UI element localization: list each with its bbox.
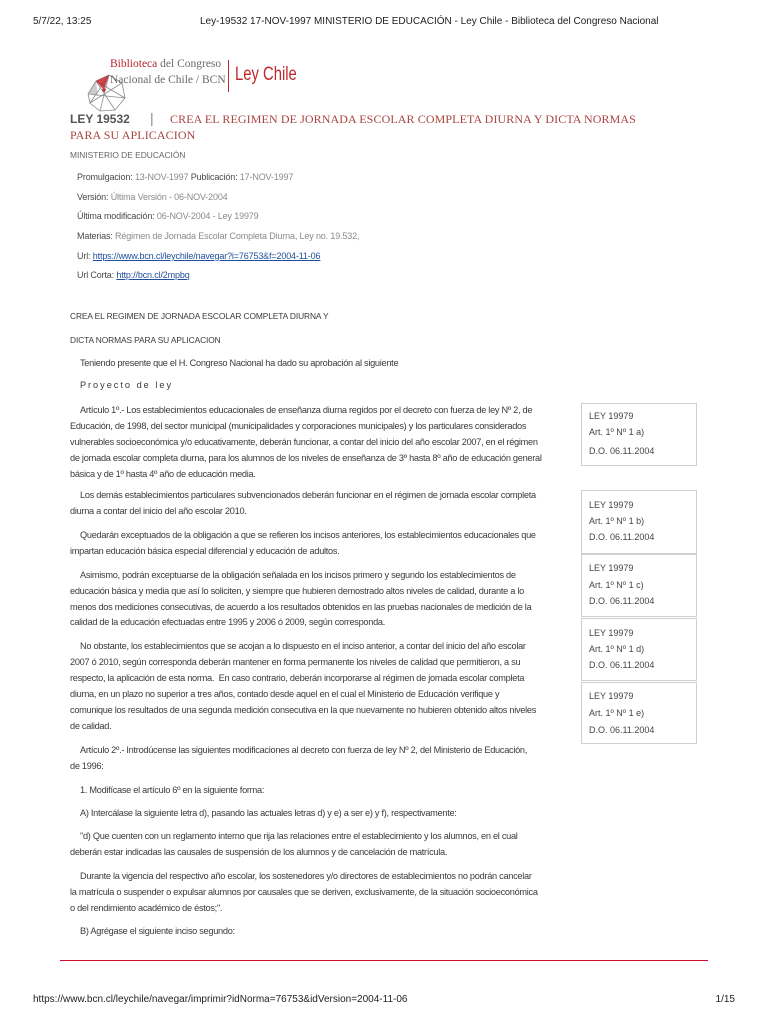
article-1-line: Artículo 1º.- Los establecimientos educacionales de enseñanza diurna regidos por el decreto con fuerza de ley Nº 2, de (80, 405, 533, 415)
title-separator: | (150, 110, 154, 126)
modification-note (581, 403, 697, 466)
paragraph-line: Los demás establecimientos particulares subvencionados deberán funcionar en el régimen de jornada escolar completa (80, 490, 536, 500)
paragraph-line: educación básica y media que así lo soliciten, y siempre que hubieren demostrado altos niveles de calidad, durante a lo (70, 586, 524, 596)
paragraph-line: 2007 ó 2010, según corresponda deberán mantener en forma permanente los niveles de calidad que permitieron, a su (70, 657, 521, 667)
quoted-paragraph-line: deberán estar indicadas las causales de suspensión de los alumnos y de cancelación de matrícula. (70, 847, 448, 857)
article-1-line: básica y de 1º hasta 4º año de educación media. (70, 469, 256, 479)
article-1-line: de jornada escolar completa diurna, para los alumnos de los niveles de enseñanza de 3º hasta 8º año de educación general (70, 453, 542, 463)
paragraph-line: de calidad. (70, 721, 112, 731)
promulgacion-value: 13-NOV-1997 (134, 172, 189, 182)
article-1-line: Educación, de 1998, del sector municipal (municipalidades y corporaciones municipales) y los particulares considerados (70, 421, 527, 431)
paragraph-line: respecto, la aplicación de esta norma. En caso contrario, deberán incorporarse al régimen de jornada escolar completa (70, 673, 525, 683)
modificacion-label: Última modificación: (77, 211, 155, 221)
url-corta-label: Url Corta: (77, 270, 115, 280)
bcn-logo-icon (66, 52, 110, 98)
print-page-title: Ley-19532 17-NOV-1997 MINISTERIO DE EDUCACIÓN - Ley Chile - Biblioteca del Congreso Nacional (200, 16, 659, 27)
law-number: LEY 19532 (70, 112, 130, 126)
url-link[interactable]: https://www.bcn.cl/leychile/navegar?i=76753&f=2004-11-06 (92, 251, 321, 261)
meta-dates-row (77, 170, 293, 184)
promulgacion-label: Promulgacion: (77, 172, 133, 182)
version-label: Versión: (77, 192, 109, 202)
modificacion-value: 06-NOV-2004 - Ley 19979 (156, 211, 259, 221)
note-date: D.O. 06.11.2004 (589, 660, 655, 670)
modification-note (581, 682, 697, 744)
paragraph-line: Asimismo, podrán exceptuarse de la obligación señalada en los incisos primero y segundo los establecimientos de (80, 570, 516, 580)
logo-divider (228, 60, 229, 92)
body-heading-line: CREA EL REGIMEN DE JORNADA ESCOLAR COMPLETA DIURNA Y (70, 311, 329, 321)
lettered-item-line: A) Intercálase la siguiente letra d), pasando las actuales letras d) y e) a ser e) y f), respectivamente: (80, 808, 457, 818)
meta-modificacion-row (77, 209, 259, 223)
note-article: Art. 1º Nº 1 a) (589, 427, 645, 437)
ley-chile-text: Ley Chile (235, 64, 297, 85)
quoted-paragraph-line: o del rendimiento académico de éstos;". (70, 903, 223, 913)
modification-note (581, 490, 697, 554)
modification-note (581, 554, 697, 617)
note-date: D.O. 06.11.2004 (589, 596, 655, 606)
note-law: LEY 19979 (589, 563, 634, 573)
version-value: Última Versión - 06-NOV-2004 (110, 192, 228, 202)
law-title-line-2: PARA SU APLICACION (70, 128, 196, 142)
note-article: Art. 1º Nº 1 e) (589, 708, 645, 718)
logo-congreso-text: del Congreso (157, 58, 222, 70)
quoted-paragraph-line: la matrícula o suspender o expulsar alumnos por causales que se deriven, exclusivamente, de la situación socioeconómica (70, 887, 538, 897)
quoted-paragraph-line: Durante la vigencia del respectivo año escolar, los sostenedores y/o directores de establecimientos no podrán cancelar (80, 871, 532, 881)
meta-url-row (77, 249, 320, 263)
numbered-item-line: 1. Modifícase el artículo 6º en la siguiente forma: (80, 785, 265, 795)
paragraph-line: Quedarán exceptuados de la obligación a que se refieren los incisos anteriores, los establecimientos educacionales que (80, 530, 536, 540)
paragraph-line: calidad de la educación efectuadas entre 1995 y 2006 ó 2009, según corresponda. (70, 617, 386, 627)
quoted-paragraph-line: "d) Que cuenten con un reglamento interno que rija las relaciones entre el establecimiento y los alumnos, en el cual (80, 831, 518, 841)
paragraph-line: menos dos mediciones consecutivas, de acuerdo a los resultados obtenidos en las pruebas nacionales de medición de la (70, 602, 532, 612)
note-law: LEY 19979 (589, 691, 634, 701)
law-title-line-1: CREA EL REGIMEN DE JORNADA ESCOLAR COMPLETA DIURNA Y DICTA NORMAS (170, 112, 636, 126)
note-date: D.O. 06.11.2004 (589, 446, 655, 456)
page-bottom-rule (60, 960, 708, 961)
ministry-name: MINISTERIO DE EDUCACIÓN (70, 150, 186, 160)
url-corta-link[interactable]: http://bcn.cl/2mpbq (116, 270, 190, 280)
note-article: Art. 1º Nº 1 c) (589, 580, 644, 590)
paragraph-line: diurna a contar del inicio del año escolar 2010. (70, 506, 247, 516)
note-article: Art. 1º Nº 1 d) (589, 644, 645, 654)
logo-biblioteca-text: Biblioteca (110, 58, 158, 70)
ley-chile-wordmark (235, 64, 314, 86)
article-2-line: de 1996: (70, 761, 104, 771)
publicacion-label: Publicación: (190, 172, 238, 182)
print-page-number: 1/15 (715, 994, 735, 1005)
note-law: LEY 19979 (589, 411, 634, 421)
note-law: LEY 19979 (589, 628, 634, 638)
note-date: D.O. 06.11.2004 (589, 725, 655, 735)
paragraph-line: diurna, en un plazo no superior a tres años, contado desde aquel en el cual el Ministerio de Educación verifique y (70, 689, 500, 699)
publicacion-value: 17-NOV-1997 (239, 172, 294, 182)
proyecto-de-ley-line: P r o y e c t o d e l e y (80, 380, 171, 390)
body-heading-line: DICTA NORMAS PARA SU APLICACION (70, 335, 221, 345)
materias-value: Régimen de Jornada Escolar Completa Diurna, Ley no. 19.532, (115, 231, 360, 241)
note-date: D.O. 06.11.2004 (589, 532, 655, 542)
lettered-item-line: B) Agrégase el siguiente inciso segundo: (80, 926, 235, 936)
preamble-line: Teniendo presente que el H. Congreso Nacional ha dado su aprobación al siguiente (80, 358, 399, 368)
print-datetime: 5/7/22, 13:25 (33, 16, 92, 27)
meta-materias-row (77, 229, 359, 243)
meta-url-corta-row (77, 268, 190, 282)
materias-label: Materias: (77, 231, 113, 241)
modification-note (581, 618, 697, 681)
bcn-logo-link[interactable] (64, 52, 304, 98)
url-label: Url: (77, 251, 91, 261)
paragraph-line: comunique los resultados de una segunda medición consecutiva en la que nuevamente no hubieren obtenido altos niveles (70, 705, 537, 715)
meta-version-row (77, 190, 228, 204)
article-1-line: vulnerables socioeconómica y/o educativamente, deberán funcionar, a contar del inicio del año escolar 2007, en el régimen (70, 437, 538, 447)
logo-line-2: Nacional de Chile / BCN (110, 74, 226, 86)
note-law: LEY 19979 (589, 500, 634, 510)
logo-line-1 (110, 57, 221, 71)
print-footer-url: https://www.bcn.cl/leychile/navegar/imprimir?idNorma=76753&idVersion=2004-11-06 (33, 994, 408, 1005)
note-article: Art. 1º Nº 1 b) (589, 516, 645, 526)
paragraph-line: impartan educación básica especial diferencial y educación de adultos. (70, 546, 340, 556)
article-2-line: Artículo 2º.- Introdúcense las siguientes modificaciones al decreto con fuerza de ley Nº 2, del Ministerio de Educación, (80, 745, 528, 755)
paragraph-line: No obstante, los establecimientos que se acojan a lo dispuesto en el inciso anterior, a contar del inicio del año escolar (80, 641, 526, 651)
